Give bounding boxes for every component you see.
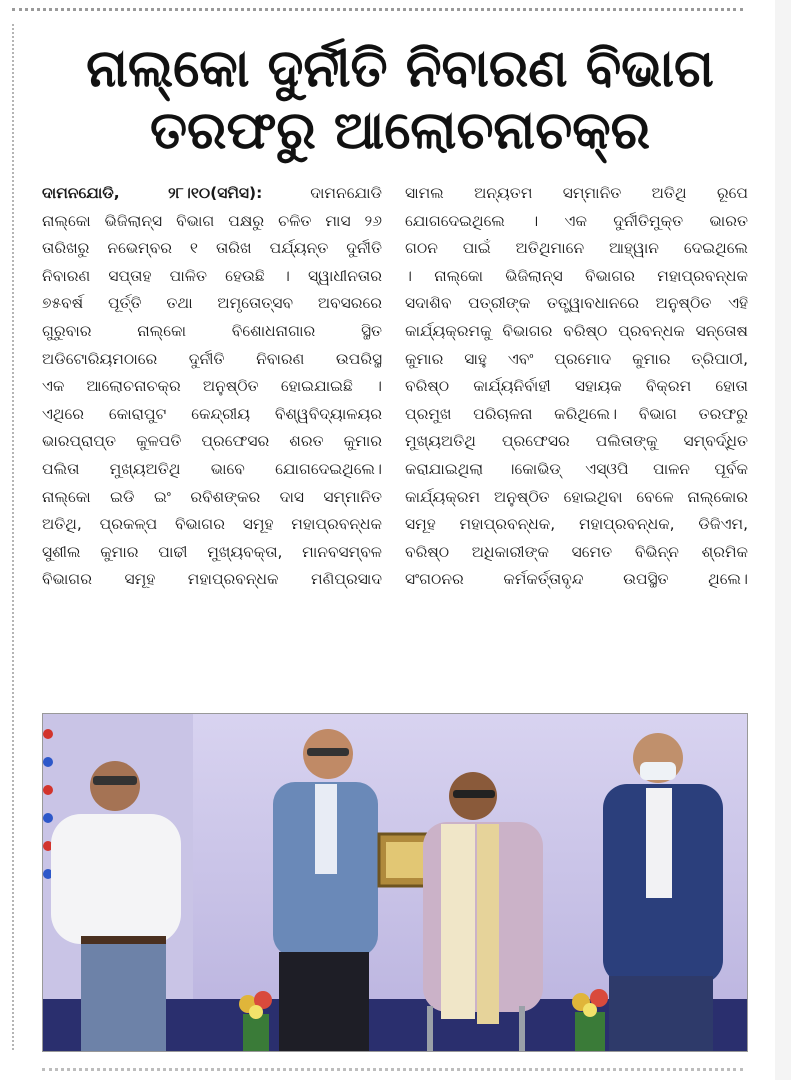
column-line: ବରିଷ୍ଠ ଅଧିକାରୀଙ୍କ ସମେତ ବିଭିନ୍ନ ଶ୍ରମିକ — [405, 542, 748, 561]
column-line: ୭୫ବର୍ଷ ପୂର୍ତ୍ତି ତଥା ଅମୃତୋତ୍ସବ ଅବସରରେ — [42, 294, 382, 313]
column-line: ସଂଗଠନର କର୍ମକର୍ତ୍ତାବୃନ୍ଦ ଉପସ୍ଥିତ ଥିଲେ। — [405, 570, 748, 589]
column-line: ନାଲ୍କୋ ଇଡି ଇଂ ରବିଶଙ୍କର ଦାସ ସମ୍ମାନିତ — [42, 487, 382, 506]
column-line: କାର୍ଯ୍ୟକ୍ରମ ଅନୁଷ୍ଠିତ ହୋଇଥିବା ବେଳେ ନାଲ୍କୋର — [405, 487, 748, 506]
column-line: ପ୍ରମୁଖ ପରିଚାଳନା କରିଥିଲେ। ବିଭାଗ ତରଫରୁ — [405, 404, 748, 423]
column-line: ଏକ ଆଲୋଚନାଚକ୍ର ଅନୁଷ୍ଠିତ ହୋଇଯାଇଛି । — [42, 377, 382, 396]
column-line: ସୁଶୀଲ କୁମାର ପାଢୀ ମୁଖ୍ୟବକ୍ତା, ମାନବସମ୍ବଳ — [42, 542, 382, 561]
column-line: । ନାଲ୍କୋ ଭିଜିଲାନ୍ସ ବିଭାଗର ମହାପ୍ରବନ୍ଧକ — [405, 266, 748, 285]
column-line: କାର୍ଯ୍ୟକ୍ରମକୁ ବିଭାଗର ବରିଷ୍ଠ ପ୍ରବନ୍ଧକ ସନ୍ତୋଷ — [405, 321, 748, 340]
column-line: ବିଭାଗର ସମୂହ ମହାପ୍ରବନ୍ଧକ ମଣିପ୍ରସାଦ — [42, 570, 382, 589]
column-line: ନାଲ୍କୋ ଭିଜିଲାନ୍ସ ବିଭାଗ ପକ୍ଷରୁ ଚଳିତ ମାସ ୨୬ — [42, 211, 382, 230]
column-line: ଏଥିରେ କୋରାପୁଟ କେନ୍ଦ୍ରୀୟ ବିଶ୍ୱବିଦ୍ୟାଳୟର — [42, 404, 382, 423]
column-line: ଅଡିଟୋରିୟମଠାରେ ଦୁର୍ନୀତି ନିବାରଣ ଉପରିସ୍ଥ — [42, 349, 382, 368]
page-left-dotted-edge — [12, 24, 16, 1050]
column-line: କରାଯାଇଥିଲା ।କୋଭିଡ୍ ଏସ୍‌ଓପି ପାଳନ ପୂର୍ବକ — [405, 459, 748, 478]
column-line: ସମୂହ ମହାପ୍ରବନ୍ଧକ, ମହାପ୍ରବନ୍ଧକ, ଡିଜିଏମ, — [405, 515, 748, 534]
column-line: ଭାରପ୍ରାପ୍ତ କୁଳପତି ପ୍ରଫେସର ଶରତ କୁମାର — [42, 432, 382, 451]
column-line: ତାରିଖରୁ ନଭେମ୍ବର ୧ ତାରିଖ ପର୍ଯ୍ୟନ୍ତ ଦୁର୍ନୀତି — [42, 239, 382, 258]
column-line: ପଲିତା ମୁଖ୍ୟଅତିଥି ଭାବେ ଯୋଗଦେଇଥିଲେ। — [42, 459, 382, 478]
column-line: କୁମାର ସାହୁ ଏବଂ ପ୍ରମୋଦ କୁମାର ତ୍ରିପାଠୀ, — [405, 349, 748, 368]
column-line: ବରିଷ୍ଠ କାର୍ଯ୍ୟନିର୍ବାହୀ ସହାୟକ ବିକ୍ରମ ହୋତା — [405, 377, 748, 396]
page-bottom-dotted-edge — [42, 1068, 743, 1074]
column-line: ସଦାଶିବ ପତ୍ରୀଙ୍କ ତତ୍ତ୍ୱାବଧାନରେ ଅନୁଷ୍ଠିତ ଏହି — [405, 294, 748, 313]
headline-line-2: ତରଫରୁ ଆଲୋଚନାଚକ୍ର — [149, 101, 651, 161]
column-line: ମୁଖ୍ୟଅତିଥି ପ୍ରଫେସର ପଲିତାଙ୍କୁ ସମ୍ବର୍ଦ୍ଧିତ — [405, 432, 748, 451]
column-line: ସାମଲ ଅନ୍ୟତମ ସମ୍ମାନିତ ଅତିଥି ରୂପେ — [405, 184, 748, 202]
article-column-left — [42, 180, 382, 680]
dateline: ଦାମନଯୋଡି, ୨୮।୧୦(ସମିସ): — [42, 184, 263, 202]
column-line: ଅତିଥି, ପ୍ରକଳ୍ପ ବିଭାଗର ସମୂହ ମହାପ୍ରବନ୍ଧକ — [42, 515, 382, 534]
article-column-right — [405, 180, 748, 680]
event-photo — [42, 713, 748, 1052]
column-line: ଗଠନ ପାଇଁ ଅତିଥିମାନେ ଆହ୍ୱାନ ଦେଇଥିଲେ — [405, 239, 748, 258]
page-top-dotted-edge — [12, 8, 743, 15]
page-right-margin — [775, 0, 791, 1080]
headline-line-1: ନାଲ୍‌କୋ ଦୁର୍ନୀତି ନିବାରଣ ବିଭାଗ — [86, 39, 714, 99]
column-line: ନିବାରଣ ସପ୍ତାହ ପାଳିତ ହେଉଛି । ସ୍ୱାଧୀନତାର — [42, 266, 382, 285]
column-line: ଗୁରୁବାର ନାଲ୍କୋ ବିଶୋଧନାଗାର ସ୍ଥିତ — [42, 321, 382, 340]
column-line: ଦାମନଯୋଡି, ୨୮।୧୦(ସମିସ): ଦାମନଯୋଡି — [42, 184, 382, 202]
flower-pot-left — [239, 991, 272, 1051]
column-line: ଯୋଗଦେଇଥିଲେ । ଏକ ଦୁର୍ନୀତିମୁକ୍ତ ଭାରତ — [405, 211, 748, 230]
